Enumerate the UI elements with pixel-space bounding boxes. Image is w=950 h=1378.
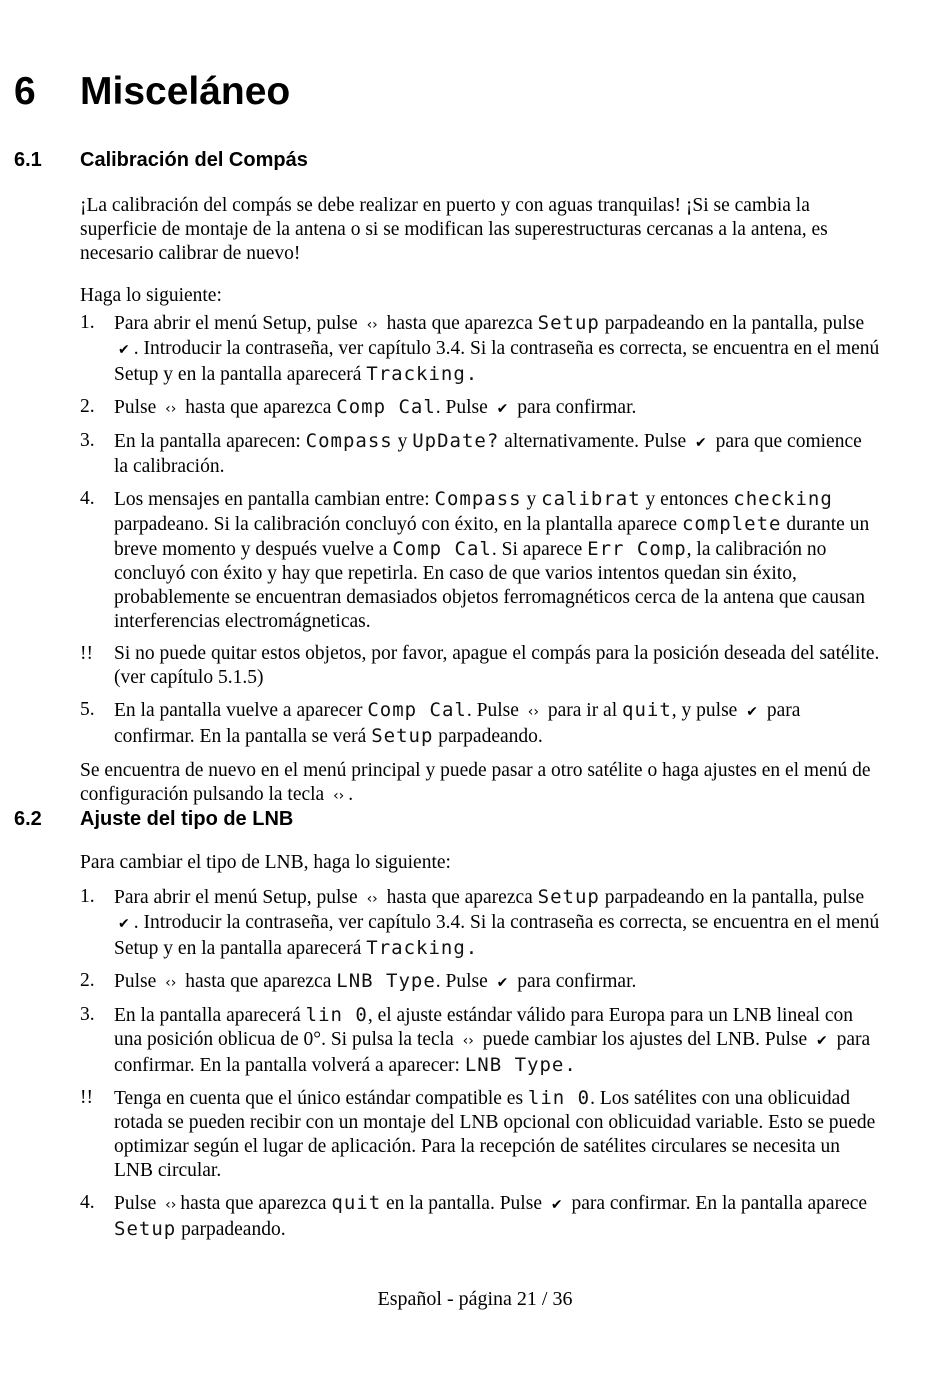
arrows-icon: ‹› <box>366 891 378 907</box>
lcd-text: Tracking. <box>366 363 479 385</box>
check-icon: ✔ <box>118 916 130 932</box>
section-6-2-steps <box>80 851 880 1242</box>
list-item: 3. En la pantalla aparecerá lin 0, el ajuste estándar válido para Europa para un LNB lineal con una posición oblicua de 0°. Si pulsa la tecla ‹› puede cambiar los ajustes del LNB. Pulse ✔ para confirmar. En la pantalla volverá a aparecer: LNB Type. <box>80 1004 871 1076</box>
arrows-icon: ‹› <box>527 704 539 720</box>
list-item: 1. Para abrir el menú Setup, pulse ‹› hasta que aparezca Setup parpadeando en la pantalla, pulse ✔ . Introducir la contraseña, ver capítulo 3.4. Si la contraseña es correcta, se encuentra en el menú Setup y en la pantalla aparecerá Tracking. <box>80 886 880 959</box>
lcd-text: LNB Type. <box>464 1054 577 1076</box>
lcd-text: Compass <box>434 488 522 510</box>
arrows-icon: ‹› <box>165 401 177 417</box>
lcd-text: complete <box>681 513 782 535</box>
lcd-text: LNB Type <box>336 970 436 992</box>
check-icon: ✔ <box>815 1033 828 1049</box>
check-icon: ✔ <box>550 1197 563 1213</box>
list-item: 1. Para abrir el menú Setup, pulse ‹› hasta que aparezca Setup parpadeando en la pantalla, pulse ✔ . Introducir la contraseña, ver capítulo 3.4. Si la contraseña es correcta, se encuentra en el menú Setup y en la pantalla aparecerá Tracking. <box>80 312 880 385</box>
lcd-text: checking <box>733 488 833 510</box>
section-number: 6.1 <box>14 149 42 171</box>
lcd-text: Comp Cal <box>392 538 492 560</box>
arrows-icon: ‹› <box>165 1197 177 1213</box>
check-icon: ✔ <box>746 704 758 720</box>
check-icon: ✔ <box>118 342 130 358</box>
section-heading-6-1 <box>14 147 308 173</box>
lcd-text: Setup <box>371 725 434 747</box>
arrows-icon: ‹› <box>165 975 177 991</box>
lcd-text: lin 0 <box>305 1004 368 1026</box>
section-6-1-intro <box>80 194 880 266</box>
section-number: 6.2 <box>14 808 42 830</box>
paragraph-lead: Haga lo siguiente: <box>80 285 222 306</box>
section-title: Ajuste del tipo de LNB <box>80 808 294 830</box>
lcd-text: Setup <box>114 1218 177 1240</box>
lcd-text: lin 0 <box>527 1087 591 1109</box>
lcd-text: Comp Cal <box>336 396 436 418</box>
lcd-text: Comp Cal <box>367 699 467 721</box>
note-item: !! Si no puede quitar estos objetos, por favor, apague el compás para la posición deseada del satélite. (ver capítulo 5.1.5) <box>80 643 880 688</box>
list-item: 2. Pulse ‹› hasta que aparezca Comp Cal. Pulse ✔ para confirmar. <box>80 395 880 421</box>
lcd-text: Setup <box>537 312 600 334</box>
section-6-1-steps <box>80 284 880 808</box>
arrows-icon: ‹› <box>333 788 345 804</box>
list-item: 3. En la pantalla aparecen: Compass y UpDate? alternativamente. Pulse ✔ para que comience la calibración. <box>80 430 862 477</box>
chapter-title: Misceláneo <box>80 70 291 113</box>
paragraph-intro: ¡La calibración del compás se debe realizar en puerto y con aguas tranquilas! ¡Si se cambia la superficie de montaje de la antena o si se modifican las superestructuras cercanas a la antena, es necesario calibrar de nuevo! <box>80 195 828 264</box>
lcd-text: quit <box>622 699 672 721</box>
check-icon: ✔ <box>496 401 509 417</box>
section-title: Calibración del Compás <box>80 149 308 171</box>
arrows-icon: ‹› <box>366 317 378 333</box>
lcd-text: Setup <box>537 886 600 908</box>
list-item: 4. Pulse ‹› hasta que aparezca quit en la pantalla. Pulse ✔ para confirmar. En la pantalla aparece Setup parpadeando. <box>80 1192 868 1240</box>
arrows-icon: ‹› <box>462 1033 474 1049</box>
section-heading-6-2 <box>14 806 293 832</box>
list-item: 4. Los mensajes en pantalla cambian entre: Compass y calibrat y entonces checking parpadeano. Si la calibración concluyó con éxito, en la plantalla aparece complete durante un breve momento y después vuelve a Comp Cal. Si aparece Err Comp, la calibración no concluyó con éxito y hay que repetirla. En caso de que varios intentos quedan sin éxito, probablemente se encuentran demasiados objetos ferromagnéticos cerca de la antena que causan interferencias electromágneticas. <box>80 488 870 632</box>
page-footer: Español - página 21 / 36 <box>377 1288 573 1310</box>
lcd-text: Tracking. <box>366 937 479 959</box>
lcd-text: calibrat <box>541 488 641 510</box>
lcd-text: UpDate? <box>412 430 500 452</box>
list-item: 2. Pulse ‹› hasta que aparezca LNB Type. Pulse ✔ para confirmar. <box>80 969 880 995</box>
note-item: !! Tenga en cuenta que el único estándar compatible es lin 0. Los satélites con una oblicuidad rotada se pueden recibir con un montaje del LNB opcional con oblicuidad variable. Esto se puede optimizar según el lugar de aplicación. Para la recepción de satélites circulares se necesita un LNB circular. <box>80 1087 876 1181</box>
lcd-text: quit <box>331 1192 382 1214</box>
paragraph-lead: Para cambiar el tipo de LNB, haga lo siguiente: <box>80 852 451 873</box>
list-item: 5. En la pantalla vuelve a aparecer Comp Cal. Pulse ‹› para ir al quit, y pulse ✔ para confirmar. En la pantalla se verá Setup parpadeando. <box>80 699 801 747</box>
paragraph-outro: Se encuentra de nuevo en el menú principal y puede pasar a otro satélite o haga ajustes en el menú de configuración pulsando la tecla ‹› . <box>80 759 880 808</box>
lcd-text: Err Comp <box>587 538 687 560</box>
chapter-number: 6 <box>14 70 36 113</box>
check-icon: ✔ <box>694 435 707 451</box>
check-icon: ✔ <box>496 975 509 991</box>
chapter-heading <box>14 68 290 116</box>
lcd-text: Compass <box>305 430 393 452</box>
